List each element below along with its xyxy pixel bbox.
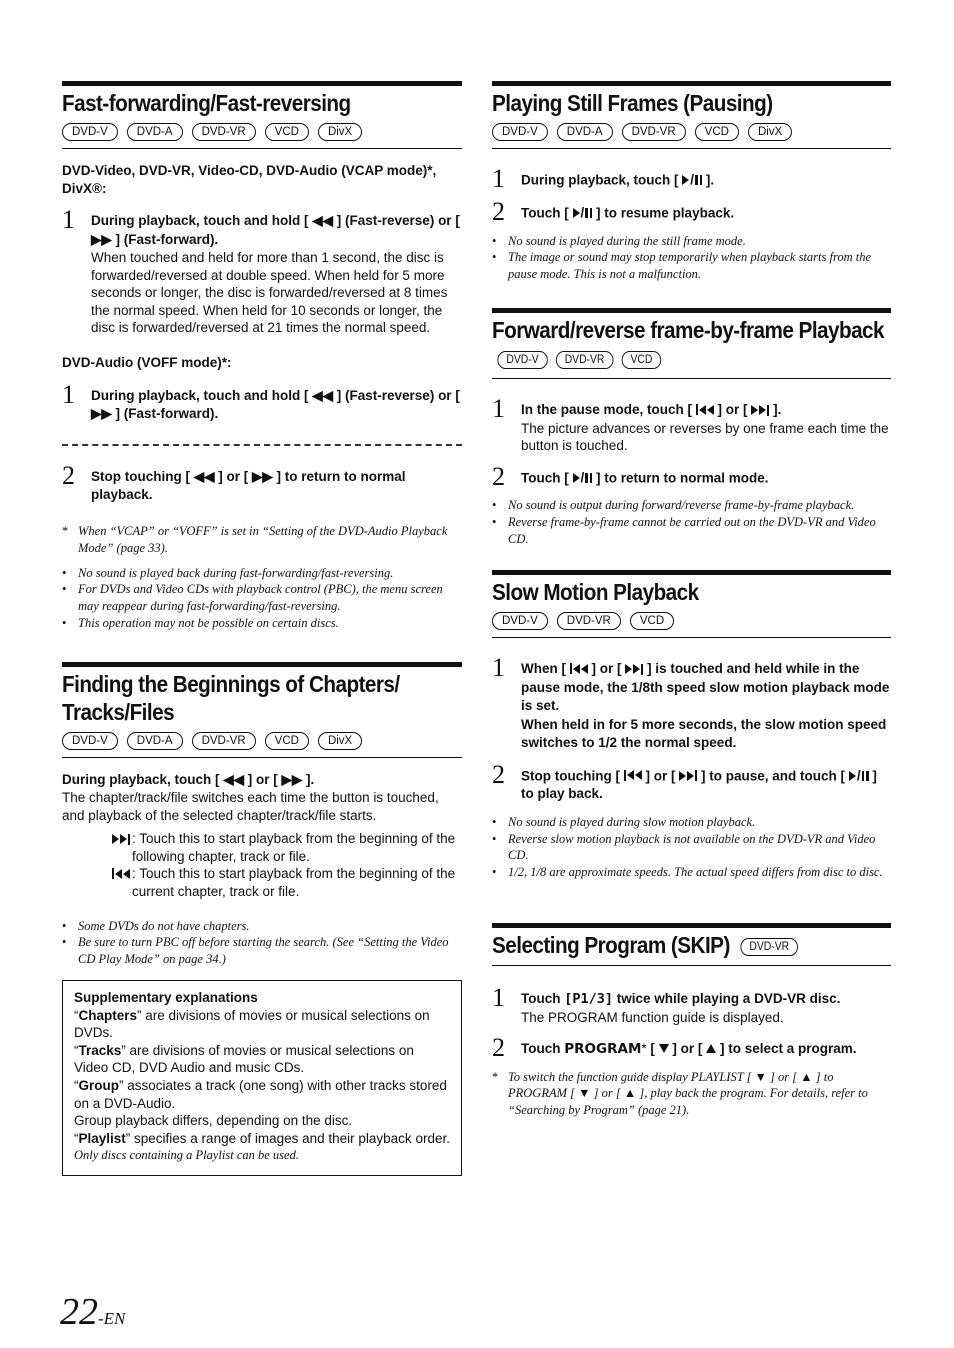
play-pause-icon: / [682,171,702,190]
program-key: PROGRAM [564,1041,642,1058]
section-title: Forward/reverse frame-by-frame Playback DVD-V DVD-VR VCD [492,316,888,372]
step-instruction-cont: When held in for 5 more seconds, the slow motion speed switches to 1/2 the normal speed. [521,716,887,750]
disc-tag: DVD-V [497,351,547,369]
disc-tag: VCD [265,732,309,750]
disc-tag: DivX [748,123,792,141]
supp-group: “Group” associates a track (one song) with other tracks stored on a DVD-Audio. [74,1077,447,1111]
dashed-divider [62,444,462,446]
notes-list [62,565,462,632]
note-text: Reverse frame-by-frame cannot be carried out on the DVD-VR and Video CD. [508,515,876,547]
footnote [492,1069,891,1119]
previous-track-icon [90,865,132,900]
disc-tag: DivX [318,123,362,141]
finding-section [62,662,462,968]
note-text: No sound is played during the still frame mode. [508,233,746,248]
step [492,983,891,1026]
notes-list [492,497,891,547]
next-track-icon [625,664,643,675]
asterisk-mark: * [492,1069,499,1084]
footnote-text: When “VCAP” or “VOFF” is set in “Setting of the DVD-Audio Playback Mode” (page 33). [78,523,448,555]
step-number: 1 [492,983,505,1012]
note-text: No sound is played during slow motion playback. [508,814,756,829]
bullet-icon: • [492,831,497,846]
step-number: 2 [62,460,75,490]
section-rule [492,378,891,379]
note-item [492,497,891,514]
note-item [62,615,462,632]
step-number: 1 [492,164,505,193]
play-pause-icon: / [573,469,593,488]
note-text: This operation may not be possible on certain discs. [78,615,339,630]
step-number: 1 [492,653,505,682]
page-number-value: 22 [60,1291,98,1333]
supp-playlist: “Playlist” specifies a range of images and their playback order. [74,1130,450,1146]
disc-tag: DVD-V [492,612,548,630]
footnote-item [492,1069,891,1119]
step-number: 2 [492,759,505,789]
subheading: During playback, touch [ ◀◀ ] or [ ▶▶ ]. [62,772,315,787]
term: Tracks [78,1042,122,1058]
next-track-icon [679,770,697,781]
footnote-item [62,523,462,557]
previous-track-icon [696,404,714,415]
fast-forward-section [62,81,462,632]
bullet-icon: • [492,250,497,265]
disc-tags [62,122,462,142]
section-top-bar [492,81,891,86]
step-instruction: During playback, touch and hold [ ◀◀ ] (Fast-reverse) or [ ▶▶ ] (Fast-forward). [91,213,460,247]
disc-tags [492,611,891,631]
note-item [492,814,891,831]
section-top-bar [492,570,891,575]
section-title: Playing Still Frames (Pausing) [492,90,773,116]
button-definitions [90,830,462,900]
step-instruction: Touch [P1/3] twice while playing a DVD-VR disc. [521,991,841,1007]
step-number: 1 [492,394,505,423]
bullet-icon: • [492,498,497,513]
slow-motion-section [492,570,891,881]
supp-note: Only discs containing a Playlist can be used. [74,1148,299,1163]
play-pause-icon: / [573,204,593,223]
down-arrow-icon [659,1044,669,1053]
step [492,394,891,455]
term: Playlist [78,1130,126,1146]
step [62,379,462,424]
bullet-icon: • [492,233,497,248]
disc-tags [740,938,798,956]
supp-chapters: “Chapters” are divisions of movies or musical selections on DVDs. [74,1007,430,1041]
disc-tag: DVD-VR [622,123,686,141]
disc-tag: DVD-V [62,123,118,141]
bullet-icon: • [62,918,67,933]
section-rule [62,148,462,149]
notes-list [492,233,891,283]
note-item [62,918,462,935]
step-number: 2 [492,196,505,226]
disc-tags [62,731,462,751]
step-instruction: During playback, touch [ / ]. [521,171,891,190]
note-item [62,581,462,615]
note-text: Some DVDs do not have chapters. [78,918,250,933]
note-item [492,233,891,250]
step [492,759,891,804]
step-instruction: Stop touching [ ◀◀ ] or [ ▶▶ ] to return to normal playback. [91,468,406,503]
notes-list [62,918,462,968]
step-instruction: During playback, touch and hold [ ◀◀ ] (Fast-reverse) or [ ▶▶ ] (Fast-forward). [91,387,460,422]
bullet-icon: • [492,814,497,829]
disc-tag: VCD [630,612,674,630]
next-track-icon [90,830,132,865]
section-title: Selecting Program (SKIP) DVD-VR [492,931,851,959]
step [492,653,891,753]
supp-group-line2: Group playback differs, depending on the disc. [74,1113,353,1129]
step-description: The picture advances or reverses by one frame each time the button is touched. [521,420,889,454]
term: Chapters [78,1007,138,1023]
bullet-icon: • [62,935,67,950]
step-instruction: Touch [ / ] to return to normal mode. [521,469,891,488]
note-item [492,514,891,548]
note-item [492,864,891,881]
section-rule [62,757,462,758]
bullet-icon: • [62,615,67,630]
section-top-bar [62,81,462,86]
step-description: The PROGRAM function guide is displayed. [521,1009,784,1025]
disc-tags [492,122,891,142]
notes-list [492,814,891,881]
step-description: When touched and held for more than 1 second, the disc is forwarded/reversed at double speed. When held for 5 more seconds or longer, the disc is forwarded/reversed at 8 times the normal speed. When held for 10 seconds or longer, the disc is forwarded/reversed at 21 times the normal speed. [91,250,448,336]
bullet-icon: • [62,565,67,580]
footnote [62,523,462,557]
disc-tag: DVD-VR [192,732,256,750]
disc-tag: VCD [695,123,739,141]
term: Group [78,1077,119,1093]
supp-tracks: “Tracks” are divisions of movies or musical selections on Video CD, DVD Audio and music CDs. [74,1042,414,1076]
section-rule [492,148,891,149]
disc-tags [497,351,661,369]
still-frames-section [492,81,891,283]
step-instruction: Stop touching [ ] or [ ] to pause, and touch [ / ] to play back. [521,767,877,802]
note-text: For DVDs and Video CDs with playback control (PBC), the menu screen may reappear during fast-forwarding/fast-reversing. [78,582,443,614]
section-rule [492,637,891,638]
bullet-icon: • [492,865,497,880]
step-instruction: Touch PROGRAM* [ ] or [ ] to select a program. [521,1041,857,1058]
note-text: No sound is played back during fast-forwarding/fast-reversing. [78,565,394,580]
previous-track-icon [570,663,588,674]
up-arrow-icon [706,1044,716,1053]
disc-tag: VCD [265,123,309,141]
play-pause-icon: / [849,767,869,786]
note-item [62,565,462,582]
step [62,460,462,505]
disc-tag: DVD-VR [557,612,621,630]
definition-text: : Touch this to start playback from the beginning of the current chapter, track or file. [132,866,456,899]
bullet-icon: • [62,582,67,597]
disc-tag: DVD-A [127,732,183,750]
section-title: Fast-forwarding/Fast-reversing [62,90,351,116]
supplementary-heading: Supplementary explanations [74,990,258,1005]
section-top-bar [62,662,462,667]
definition-prev [90,865,462,900]
step-instruction: In the pause mode, touch [ ] or [ ]. [521,402,782,417]
disc-tag: VCD [621,351,661,369]
page-number [60,1290,125,1334]
step-instruction: When [ ] or [ ] is touched and held while in the pause mode, the 1/8th speed slow motion playback mode is set. [521,661,890,713]
step-number: 2 [492,1033,505,1063]
step-instruction: Touch [ / ] to resume playback. [521,204,891,223]
disc-tag: DVD-A [127,123,183,141]
supplementary-box [62,980,462,1176]
page-number-suffix: -EN [98,1309,126,1328]
definition-next [90,830,462,865]
next-track-icon [751,405,769,416]
subheading: DVD-Video, DVD-VR, Video-CD, DVD-Audio (VCAP mode)*, DivX®: [62,163,437,196]
step-number: 2 [492,461,505,491]
section-rule [492,965,891,966]
note-text: 1/2, 1/8 are approximate speeds. The actual speed differs from disc to disc. [508,865,883,880]
note-item [492,249,891,283]
footnote-text: To switch the function guide display PLAYLIST [ ▼ ] or [ ▲ ] to PROGRAM [ ▼ ] or [ ▲ ], play back the program. For details, refer to “Searching by Program” (page 21). [508,1069,868,1118]
note-text: Reverse slow motion playback is not available on the DVD-VR and Video CD. [508,831,876,863]
disc-tag: DVD-V [492,123,548,141]
disc-tag: DVD-A [557,123,613,141]
step-number: 1 [62,379,75,409]
note-item [492,831,891,865]
step [62,205,462,337]
section-title: Slow Motion Playback [492,579,699,605]
definition-text: : Touch this to start playback from the beginning of the following chapter, track or file. [132,831,456,864]
step [492,196,891,226]
body-text: The chapter/track/file switches each time the button is touched, and playback of the selected chapter/track/file starts. [62,790,439,823]
note-text: No sound is output during forward/reverse frame-by-frame playback. [508,498,855,513]
step-number: 1 [62,205,75,234]
section-top-bar [492,923,891,928]
disc-tag: DVD-VR [192,123,256,141]
bullet-icon: • [492,515,497,530]
supplementary-box-wrapper [62,980,462,1176]
note-item [62,934,462,968]
section-top-bar [492,308,891,313]
step [492,164,891,193]
frame-by-frame-section [492,308,891,548]
disc-tag: DVD-V [62,732,118,750]
disc-tag: DVD-VR [556,351,614,369]
previous-track-icon [624,770,642,781]
subheading: DVD-Audio (VOFF mode)*: [62,354,232,370]
p13-key: [P1/3] [564,991,614,1007]
asterisk-mark: * [62,523,69,538]
section-title: Finding the Beginnings of Chapters/ Tracks/Files [62,671,400,725]
note-text: The image or sound may stop temporarily when playback starts from the pause mode. This is not a malfunction. [508,250,872,282]
disc-tag: DivX [318,732,362,750]
disc-tag: DVD-VR [740,938,798,956]
skip-section [492,923,891,1119]
note-text: Be sure to turn PBC off before starting the search. (See “Setting the Video CD Play Mode” on page 34.) [78,935,449,967]
step [492,461,891,491]
step [492,1033,891,1063]
